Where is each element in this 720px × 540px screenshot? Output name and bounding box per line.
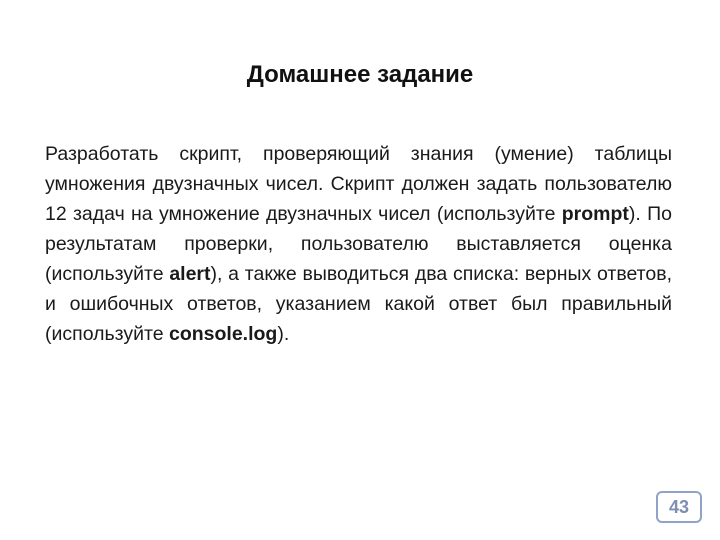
task-description <box>45 139 672 349</box>
keyword-alert: alert <box>169 263 211 285</box>
page-number-badge: 43 <box>656 491 702 523</box>
task-text-part-1: Разработать скрипт, проверяющий знания (умение) таблицы умножения двузначных чисел. Скрипт должен задать пользователю 12 задач на умножение двузначных чисел (используйте <box>45 143 672 225</box>
task-text-part-4: ). <box>277 323 290 345</box>
task-text-part-2: ). По результатам проверки, пользователю выставляется оценка (используйте <box>45 203 672 285</box>
keyword-prompt: prompt <box>561 203 629 225</box>
task-text-part-3: ), а также выводиться два списка: верных ответов, и ошибочных ответов, указанием какой ответ был правильный (используйте <box>45 263 672 345</box>
keyword-console-log: console.log <box>169 323 278 345</box>
slide-title: Домашнее задание <box>246 61 474 88</box>
